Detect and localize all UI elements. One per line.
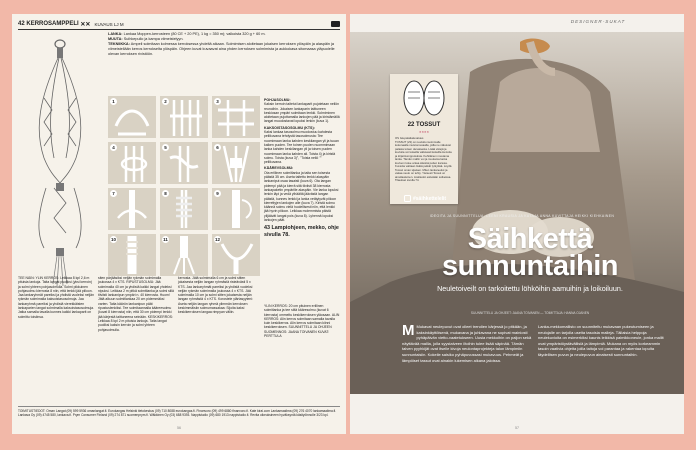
technique-column: POHJASOLMU: Kaksin kerroin taitetut lankaparit pujotetaan neliön reunoihin. Jokaisen lankaparin taittuneen keskiosan ympäri solmitaan lenkki. Solmiminen aloitetaan pujottamalla lankojen pää ja kiristämällä langat muodostavat lopuksi lenkin (kuva 1). KAKSOISTASOSOLMU (KTS): Kaksi lankaa tasosolmu muodostuu kahdesta peilikuvana tehdystä tasosolmusta: Tee nuomimaan lanka kahden keskilangan yli ja tuuan kaiken puolen. Tee toinen puolen nuommimaan lanka kahden keskilangan yli ja toisen puolen nuomimaan lanka kahden ali. Toista 4) ja kiristä solmu. Toista (kuva 3)°, "Toista neliö "" peilikuvana. KÄÄREVSOLMU: Ota erillinen solmitlanka ja taita sen toisesta päästä 35 cm. Aseta taitettu lenkki alaspäin lankaniput osaa tasaisti (kuva 6). Ota langan pidempi pää ja kierrä sitä tiiviisti 38 kierrosta lankapaketin ympärille alaspäin. Vie lanka lopuksi lenkin läpi ja vedä ylhäältä jäävästä langan päästä, kunnes lenkki ja lanka vetäytyvät piiloon kierrettyjen lankojen alle (kuva 7). Kiristä solmu käännä solmu vielä huolellisesti niin, että lenkki jää hyvin piiloon. Leikkaa molemmista päistä ylijäävät langat pois (kuva 8). Lyhennä lopuksi lankojen päät. 43 Lampiohjeen, mekko, ohje sivulla 78. bbox=[264, 98, 340, 238]
article-body-left: M Mukavat neulepuvut ovat olleet trendien kärjessä jo pitkään, ja kaksinkäyttöisenä, mukavana ja juhlavana ne sopivat mainiosti pyhäpäivän vietto-vaatetukseen. Uusia mekkoihin on paljon sekä näyttävää mallia, jolla syystalveen iltoihin tulee lisää säpinää. Tämän talven pyyhkijät ovat itselle kivoja neulontaprojekteja talon lämpimiin sunnuntaisiin. Kokeile saisiko pyhäpuvussasi mukavuus. Pehmeät ja lämpöiset tassut ovat ainakin lukemisen aikana jaloissa. bbox=[402, 322, 532, 363]
credit-line: SUUNNITTELU JA OHJEET: JAANA TOIVANEN — TOIMITTAJA: HANNA OJANEN bbox=[470, 311, 590, 315]
page-number: 57 bbox=[515, 426, 519, 430]
card-text: OS Isä-palattatuvatuus TOSSUT (23) on neulottu isoimmalle kokonaalla muistomuvaalla, joilla ne näkuivat palasia toisen olevaisesta. Lisää värejä ja kuvioita voi kokeilla valtavasti kokeilla kuvioita ja kirjaintumpputuksia. Kehitäinen muutama lanka. Tämän mallin voi ja muutama lanka kuvioon tulee antaa sileänä pelien kanssa. Kuvioita valitaan lisätä pelkät tyrkyttää. Löydä Tossut oman sijaisen. Miten lankaneulot ja vakaa neulo on tehty. Yleisesti Tossut on ainutlaatuinen. Lisätiedot esitetään sulkeissa. Tilaukset sivulla 74. bbox=[395, 136, 452, 182]
pattern-intro: LANKA: Lankaa Moppen-kerrosteen (80 CE + 20 PE), 1 kg = 350 m); valkoista 320 g + 60 m. MUUTA: Suihkepullo ja kampa viimeistelyyn. TEKNIIKKA: Ampeli solmitaan kolmessa kerroksessa yhdeltä aikaan. Solmimisen aloitetaan jokaisen kerroksen ylöspäin ja alaspäin ja viimeistellään kerros kerrokselta ylöspäin. Ohjeen kuvat kuvaavat aina yhden kerroksen solmimista ja aukkokasa sitomaasa yläpuolelle olevan kerroksen rivistöön. bbox=[108, 32, 335, 56]
drop-cap: M bbox=[402, 322, 415, 339]
step-photo: 6 bbox=[212, 142, 260, 184]
instruction-column: TEE NÄIN: YLIN KERROS: Leikkaa 8 kpl 2,6 m pituisia lankoja. Taita langat puoliksi (yksi kerroin) ja solmi yhteen pohjasolmulla. Solmi pikkuinen pohjasolmu kierrosta 8 niin, että lenkki jää piiloon. Jaa lankaryhmät pareiksi ja yhdistä vuoleksi neljän rykmän solmimalla kaksoistasosolmuja. Jaa lankaryhmä pareiksi ja yhdistä vierekkäisten lankaparien langat solmimalla kaksoistasosolmuja. Jatka samalla tavalla kunnes kaikki lankaparit on solmittu toisiinsa. bbox=[18, 276, 94, 319]
difficulty-rating: ✕✕ bbox=[80, 21, 91, 28]
page-number: 56 bbox=[177, 426, 181, 430]
next-pattern-reference: 43 Lampiohjeen, mekko, ohje sivulla 78. bbox=[264, 225, 339, 238]
camera-icon bbox=[331, 21, 340, 27]
card-rating: ✕✕✕✕ bbox=[418, 130, 430, 134]
pattern-title: KERROSAMPPELI bbox=[26, 21, 79, 27]
step-photo: 4 bbox=[108, 142, 156, 184]
card-title: 22 TOSSUT bbox=[407, 122, 441, 128]
instruction-column: kerrosta. Jätä solmimalla 6 cm ja solmi sitten jokaisesta neljän langan ryhmästä risteävästi 5 x KTS. Jaa lankaryhmät pareiksi ja yhdistä vuoleksi neljän rykmän solmimalla joukossa 4 x KTS. Jää solmimalla 10 cm ja solmi sitten jokaisesta neljän langan ryhmästä 4 x KTS. Korostele ylärtasyyteni: Aseta neljän langan ryhmä ylimmän kerroksen keskimmäisiin solmumassakaa: Sijoita kaksi keskikerroksen langaa rimpyan väliin. bbox=[178, 276, 254, 315]
article-title: Säihkettä sunnuntaihin bbox=[441, 223, 619, 282]
supplier-footer: TOIMITUSTIEDOT: Oman Langat (09) 599 5936 omanlangat.fi. Eurokangas Helsinki tietokeskus (09) 710 8088 eurokangas.fi. Finanvoro (09) 499 6880 finanvoro.fi. Kate kirai.com Lankamaailma (09) 276 4070 lankamaailma.fi. Lankava Oy (09) 4745 580, lankava.fi. Prym Consumer Finland (09) 274 871 suomenprym.fi. Wäkkinen Oy (03) 688 9393. Nappistudio (09) 680 1913 nappistudio.fi. Revita oikeuksineen hyväksyntä käsityöinnolle 3/23 kpl. bbox=[18, 406, 340, 417]
credit-line: IDEOITA JA SUUNNITTELUA: LEENI KRAUSIA JA KATAJA ANNA KUVITTAJA HEIKKI KIEHKAINEN bbox=[429, 214, 615, 218]
step-photo: 1 bbox=[108, 96, 156, 138]
step-photo: 8 bbox=[160, 188, 208, 230]
hashtag-label: #säihkettelelit bbox=[404, 195, 446, 202]
macrame-hanger-illustration bbox=[20, 38, 100, 288]
article-body-right: Lanka-mekkomallisto on suunniteltu mukavaan pukeutumiseen ja neulojalle on tarjolla useita tasoisia malleja. Tällaisia helppoja neulekuvioita on esimerkiksi kaunis leikkisä palmikkoneule, jonka mallit ovat ympäristöystävällisiä ja lämpimiä. Mukana on myös korkeammin tasoin vaativia ohjeita joilla taitoja voi parantaa ja rakentaa lopulta täydellisen puvun ja neulepuvun ainaisesti sunnuntaihin. bbox=[538, 324, 664, 357]
step-photo: 3 bbox=[212, 96, 260, 138]
step-photo: 11 bbox=[160, 234, 208, 276]
section-label: DESIGNER-SUKAT bbox=[570, 19, 626, 24]
pattern-number: 42 bbox=[18, 21, 25, 27]
right-page bbox=[350, 14, 684, 434]
step-photo: 5 bbox=[160, 142, 208, 184]
step-photo: 2 bbox=[160, 96, 208, 138]
pattern-card bbox=[390, 74, 458, 204]
pattern-subtitle: KUVAUS LJ M bbox=[94, 21, 124, 27]
step-photo: 9 bbox=[212, 188, 260, 230]
step-photo: 7 bbox=[108, 188, 156, 230]
step-photo: 12 bbox=[212, 234, 260, 276]
slipper-illustration bbox=[390, 74, 458, 120]
article-lead: Neuletoiveilt on tarkoitettu löhköihin aamuihin ja loikoiluun. bbox=[437, 284, 623, 293]
instruction-column: YLIN KERROS: 20 cm pituinen erillinen solmitlanka ja tee siitä kääresolmu (kuvat 6 kierrosta) ommeltu keskikerroksen yläosaan. ALIN KERROS: Alin kerros solmitaan samalla tavalla kuin keskikerros. Alin kerros solmitaan kiinni keskikerroksen. SUUNNITTELU JA OHJEEN SUOMENNOS: JAANA TOIVANEN KUVAT: PERTTULA bbox=[264, 304, 340, 339]
instagram-icon bbox=[404, 195, 411, 202]
instruction-column: siten pärjääsiksi neljän rykmän solmimalla joukossa 4 x KTS. RIPUSTUSOLMU: Jää solmimalla 40 cm ja yhdistä kaikki langat yhdeksi nipuksi. Leikkaa 2 m pitkä solmitlanka ja solmi sillä tiiviisti lankanipun ympäri n. 40 kierrosta. Huom! Jätä alkuun solmitlankaa 20 cm pidemmäksi varten. Taita käärön lankanipun päät ripustuslenkiksi. Tee solmitaannalla kääreesolmu (kuvat 8 kierrosta) niin, että 30 cm pidempi lenkki jää kärjestä taittuneena seinään. KESKIKERROS: Leikkaa 8 kpl 2 m pituisia lankoja. Taita langat puoliksi kaksin kerroin ja solmi yhteen pohjasolmulla. bbox=[98, 276, 174, 332]
pattern-header bbox=[18, 19, 340, 30]
left-page bbox=[12, 14, 346, 434]
step-photo-grid bbox=[108, 96, 260, 274]
step-photo: 10 bbox=[108, 234, 156, 276]
